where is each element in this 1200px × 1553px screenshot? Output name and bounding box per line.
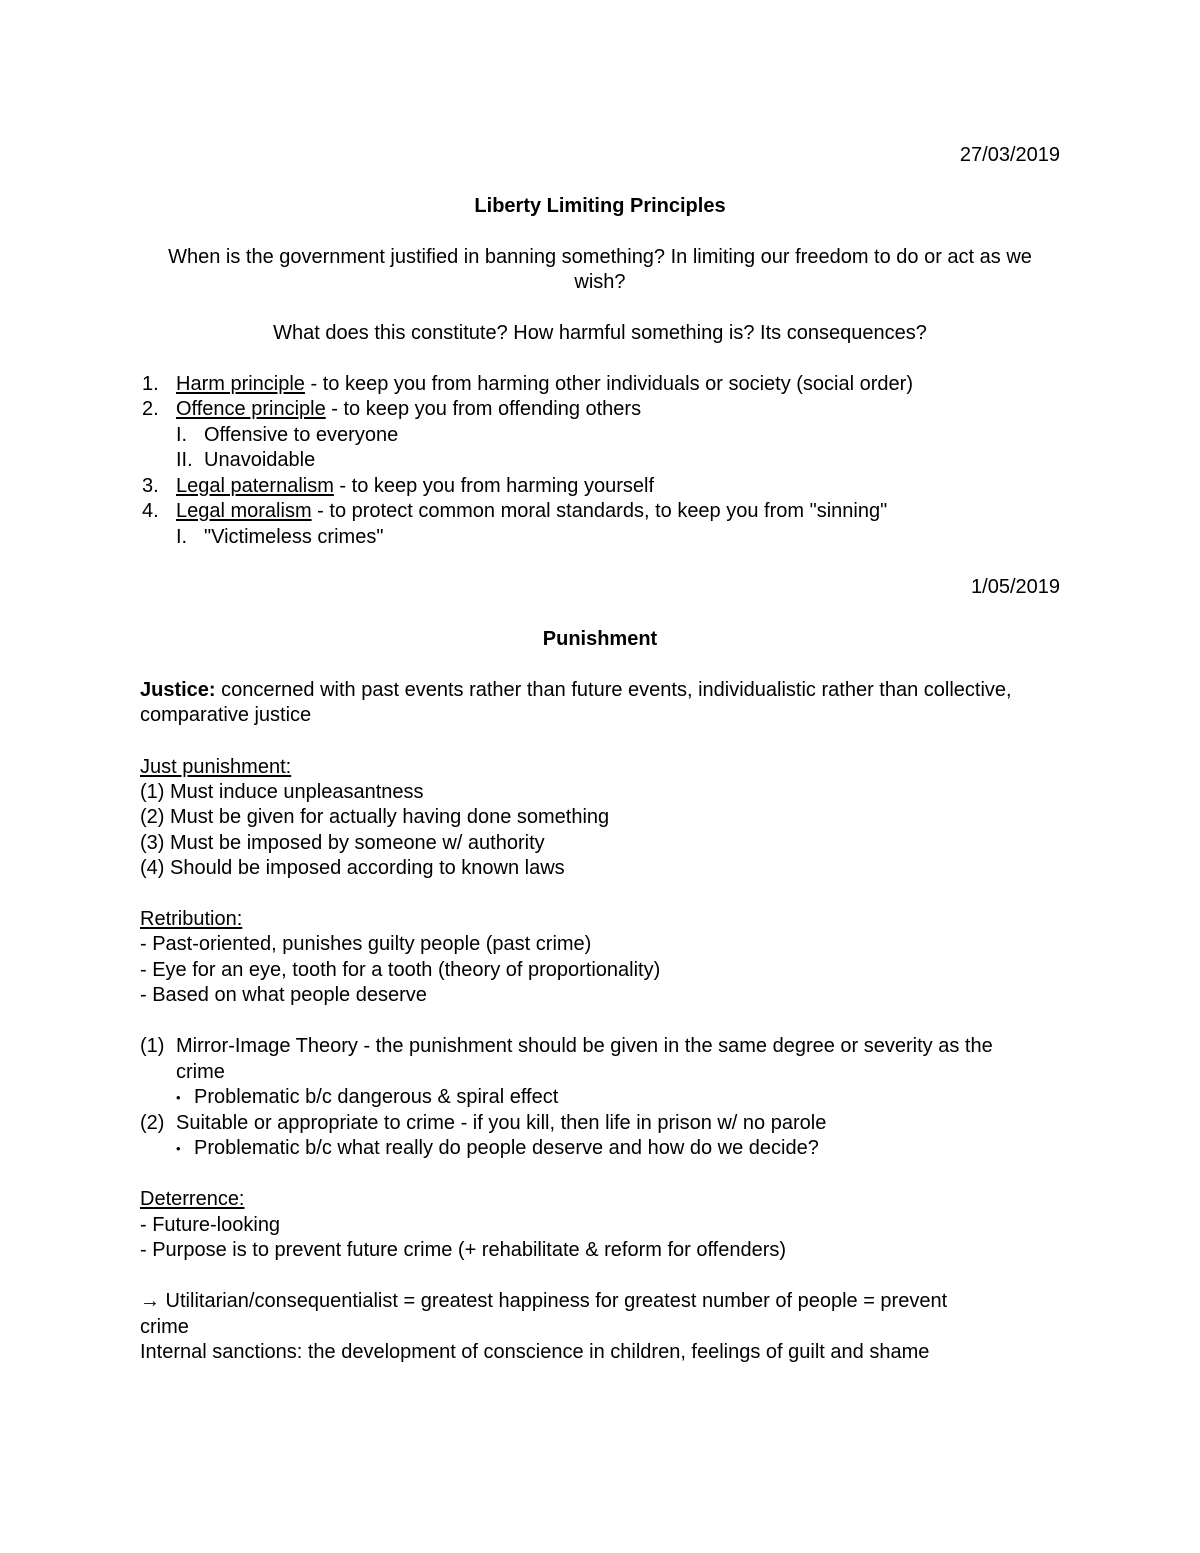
sub-offence-1: Offensive to everyone (204, 424, 399, 446)
retribution-item: - Based on what people deserve (140, 984, 427, 1006)
sub-offence-2: Unavoidable (204, 449, 316, 471)
just-punishment-heading (140, 755, 291, 780)
bullet-icon: • (176, 1141, 181, 1156)
bullet-icon: • (176, 1090, 181, 1105)
principle-desc-1: - to keep you from harming other individuals or society (social order) (304, 373, 913, 395)
utilitarian-line-2: crime (140, 1316, 189, 1338)
sub-moralism-1: "Victimeless crimes" (204, 526, 384, 548)
just-punishment-item: (3) Must be imposed by someone w/ authority (140, 832, 545, 854)
theory-cont-1: crime (176, 1061, 225, 1083)
principle-num-1: 1. (142, 373, 159, 395)
principle-num-3: 3. (142, 475, 159, 497)
internal-sanctions: Internal sanctions: the development of conscience in children, feelings of guilt and shame (140, 1341, 930, 1363)
theory-bullet-1: Problematic b/c dangerous & spiral effect (194, 1086, 559, 1108)
deterrence-heading-text: Deterrence: (140, 1188, 245, 1210)
justice-label: Justice: (140, 679, 216, 701)
utilitarian-line-1: → Utilitarian/consequentialist = greatest happiness for greatest number of people = prevent (140, 1290, 948, 1312)
principle-2 (176, 397, 641, 422)
principle-3 (176, 474, 654, 499)
theory-text-2: Suitable or appropriate to crime - if you kill, then life in prison w/ no parole (176, 1112, 827, 1134)
retribution-heading (140, 907, 242, 932)
just-punishment-item: (2) Must be given for actually having done something (140, 806, 610, 828)
principle-desc-4: - to protect common moral standards, to keep you from "sinning" (311, 500, 888, 522)
title-liberty: Liberty Limiting Principles (474, 195, 726, 217)
retribution-item: - Eye for an eye, tooth for a tooth (theory of proportionality) (140, 959, 661, 981)
sub-num-offence-1: I. (176, 424, 188, 446)
principle-term-4: Legal moralism (176, 500, 312, 522)
theory-text-1: Mirror-Image Theory - the punishment should be given in the same degree or severity as the (176, 1035, 993, 1057)
just-punishment-item: (1) Must induce unpleasantness (140, 781, 424, 803)
justice-text: concerned with past events rather than future events, individualistic rather than collective, comparative justice (140, 679, 1012, 726)
deterrence-heading (140, 1187, 245, 1212)
sub-num-offence-2: II. (176, 449, 193, 471)
sub-num-moralism-1: I. (176, 526, 188, 548)
principle-num-2: 2. (142, 398, 159, 420)
theory-bullet-2: Problematic b/c what really do people deserve and how do we decide? (194, 1137, 819, 1159)
deterrence-item: - Future-looking (140, 1214, 281, 1236)
theory-num-1: (1) (140, 1035, 165, 1057)
justice-definition (140, 678, 1020, 728)
title-punishment: Punishment (542, 628, 658, 650)
deterrence-item: - Purpose is to prevent future crime (+ rehabilitate & reform for offenders) (140, 1239, 787, 1261)
date-1: 27/03/2019 (959, 144, 1060, 166)
principle-term-3: Legal paternalism (176, 475, 334, 497)
just-punishment-heading-text: Just punishment: (140, 756, 292, 778)
principle-num-4: 4. (142, 500, 159, 522)
principle-term-2: Offence principle (176, 398, 326, 420)
principle-desc-3: - to keep you from harming yourself (333, 475, 655, 497)
question-1: When is the government justified in banning something? In limiting our freedom to do or act as we wish? (168, 246, 1032, 293)
theory-num-2: (2) (140, 1112, 165, 1134)
principle-1 (176, 372, 913, 397)
just-punishment-item: (4) Should be imposed according to known laws (140, 857, 565, 879)
principle-term-1: Harm principle (176, 373, 305, 395)
date-2: 1/05/2019 (971, 576, 1060, 598)
principle-4 (176, 499, 887, 524)
question-2: What does this constitute? How harmful something is? Its consequences? (273, 322, 927, 344)
retribution-item: - Past-oriented, punishes guilty people (past crime) (140, 933, 592, 955)
principle-desc-2: - to keep you from offending others (325, 398, 642, 420)
retribution-heading-text: Retribution: (140, 908, 243, 930)
